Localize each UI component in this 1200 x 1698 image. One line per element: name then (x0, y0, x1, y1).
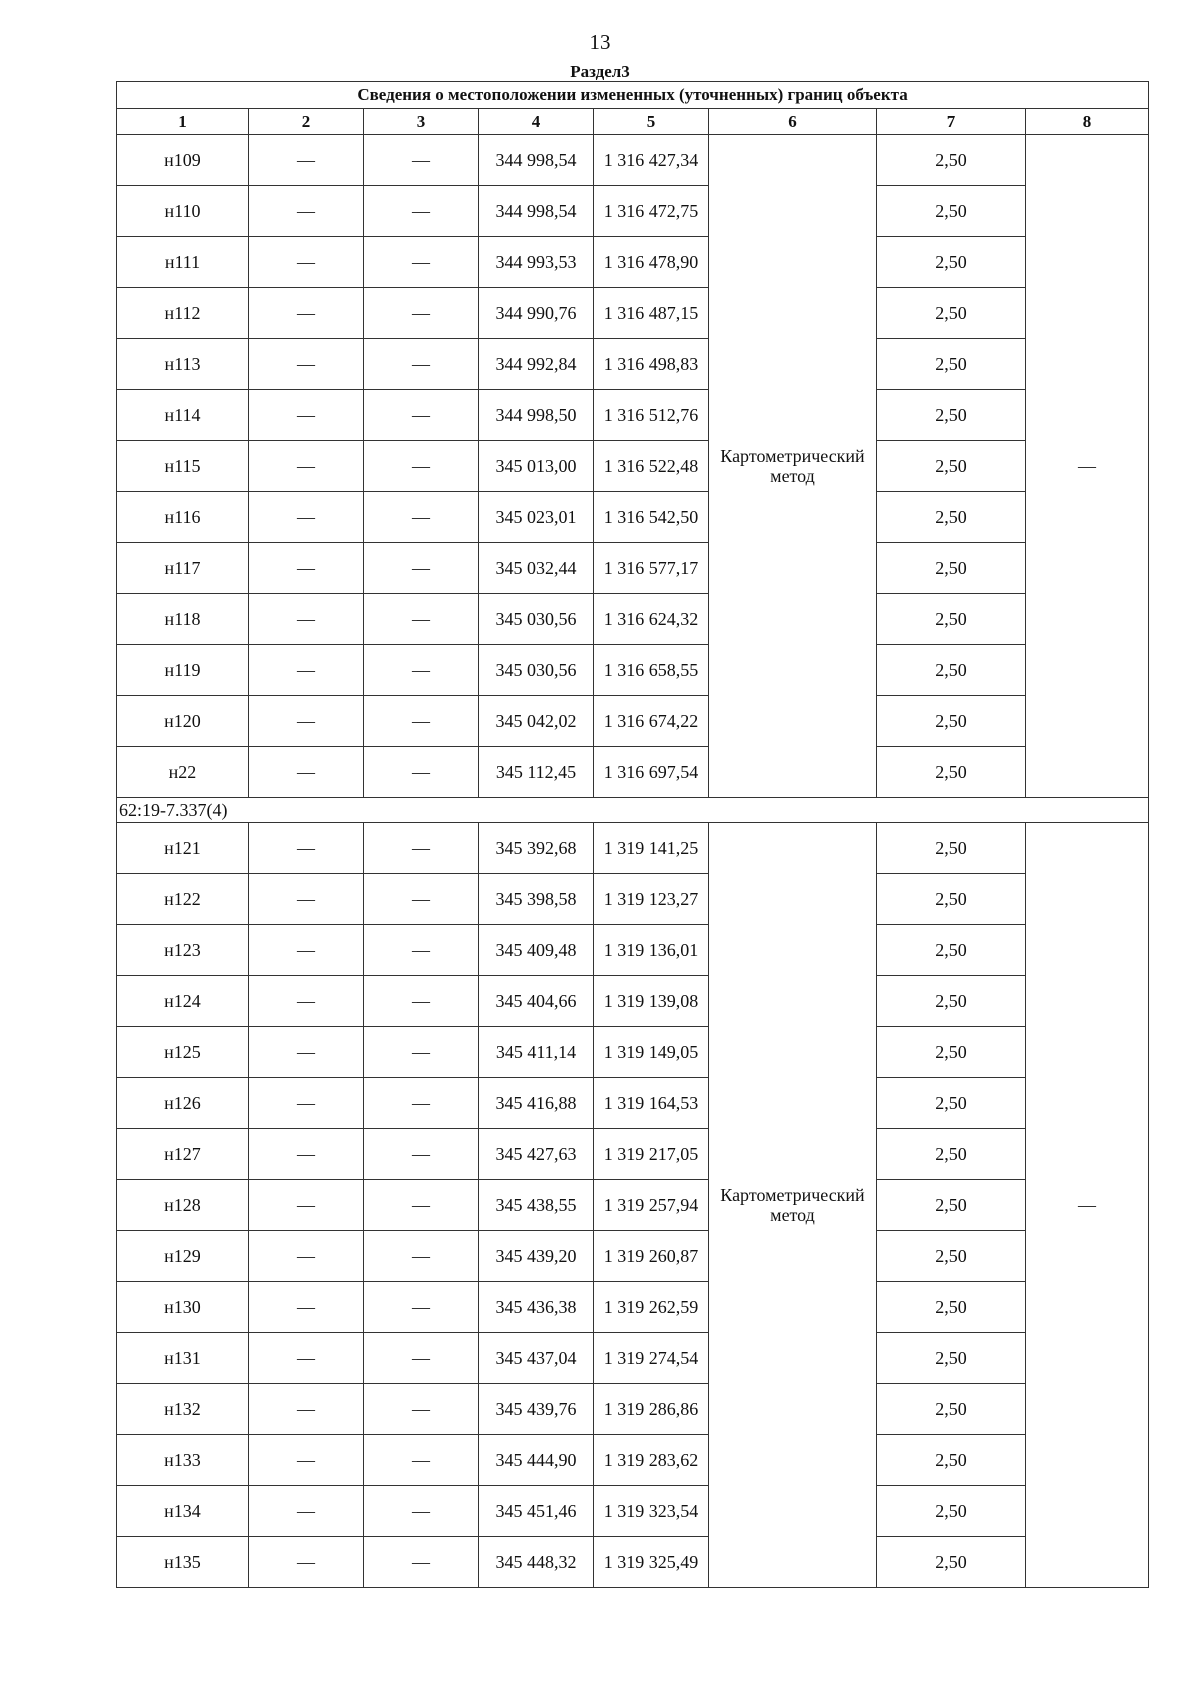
accuracy-cell: 2,50 (877, 1129, 1026, 1180)
column-3-cell: — (364, 1180, 479, 1231)
column-3-cell: — (364, 976, 479, 1027)
y-coordinate-cell: 1 319 149,05 (594, 1027, 709, 1078)
column-3-cell: — (364, 747, 479, 798)
boundary-coordinates-table (116, 81, 1149, 1588)
x-coordinate-cell: 345 112,45 (479, 747, 594, 798)
column-2-cell: — (249, 1333, 364, 1384)
column-3-cell: — (364, 1333, 479, 1384)
column-2-cell: — (249, 696, 364, 747)
accuracy-cell: 2,50 (877, 441, 1026, 492)
point-name-cell: н124 (117, 976, 249, 1027)
column-2-cell: — (249, 441, 364, 492)
y-coordinate-cell: 1 319 123,27 (594, 874, 709, 925)
point-name-cell: н114 (117, 390, 249, 441)
accuracy-cell: 2,50 (877, 390, 1026, 441)
column-3-cell: — (364, 135, 479, 186)
column-number-row (117, 109, 1149, 135)
table-row (117, 1384, 1149, 1435)
x-coordinate-cell: 345 030,56 (479, 594, 594, 645)
x-coordinate-cell: 345 448,32 (479, 1537, 594, 1588)
accuracy-cell: 2,50 (877, 543, 1026, 594)
y-coordinate-cell: 1 319 136,01 (594, 925, 709, 976)
column-3-cell: — (364, 1282, 479, 1333)
accuracy-cell: 2,50 (877, 1333, 1026, 1384)
point-name-cell: н115 (117, 441, 249, 492)
column-2-cell: — (249, 339, 364, 390)
x-coordinate-cell: 345 416,88 (479, 1078, 594, 1129)
method-text: Картометрический (720, 446, 865, 466)
column-2-cell: — (249, 1180, 364, 1231)
point-name-cell: н131 (117, 1333, 249, 1384)
y-coordinate-cell: 1 316 487,15 (594, 288, 709, 339)
column-2-cell: — (249, 237, 364, 288)
accuracy-cell: 2,50 (877, 1384, 1026, 1435)
accuracy-cell: 2,50 (877, 696, 1026, 747)
table-row (117, 1537, 1149, 1588)
table-row (117, 874, 1149, 925)
column-3-cell: — (364, 492, 479, 543)
column-3-cell: — (364, 696, 479, 747)
column-number: 5 (594, 109, 709, 135)
x-coordinate-cell: 345 451,46 (479, 1486, 594, 1537)
column-2-cell: — (249, 1129, 364, 1180)
column-2-cell: — (249, 1231, 364, 1282)
y-coordinate-cell: 1 319 325,49 (594, 1537, 709, 1588)
table-row (117, 135, 1149, 186)
column-3-cell: — (364, 874, 479, 925)
y-coordinate-cell: 1 319 283,62 (594, 1435, 709, 1486)
x-coordinate-cell: 345 032,44 (479, 543, 594, 594)
accuracy-cell: 2,50 (877, 288, 1026, 339)
accuracy-cell: 2,50 (877, 976, 1026, 1027)
column-3-cell: — (364, 1537, 479, 1588)
table-row (117, 441, 1149, 492)
accuracy-cell: 2,50 (877, 1180, 1026, 1231)
column-2-cell: — (249, 543, 364, 594)
accuracy-cell: 2,50 (877, 135, 1026, 186)
table-row (117, 1231, 1149, 1282)
x-coordinate-cell: 345 436,38 (479, 1282, 594, 1333)
column-3-cell: — (364, 925, 479, 976)
column-2-cell: — (249, 1384, 364, 1435)
column-2-cell: — (249, 1078, 364, 1129)
accuracy-cell: 2,50 (877, 1486, 1026, 1537)
x-coordinate-cell: 344 993,53 (479, 237, 594, 288)
column-2-cell: — (249, 594, 364, 645)
column-3-cell: — (364, 237, 479, 288)
column-2-cell: — (249, 1486, 364, 1537)
y-coordinate-cell: 1 319 164,53 (594, 1078, 709, 1129)
section-title: Раздел3 (570, 62, 630, 81)
point-name-cell: н111 (117, 237, 249, 288)
accuracy-cell: 2,50 (877, 1282, 1026, 1333)
x-coordinate-cell: 344 998,54 (479, 186, 594, 237)
table-row (117, 237, 1149, 288)
column-number: 7 (877, 109, 1026, 135)
column-number: 6 (709, 109, 877, 135)
column-2-cell: — (249, 492, 364, 543)
table-row (117, 925, 1149, 976)
column-2-cell: — (249, 874, 364, 925)
accuracy-cell: 2,50 (877, 339, 1026, 390)
table-row (117, 696, 1149, 747)
table-row (117, 1435, 1149, 1486)
x-coordinate-cell: 345 392,68 (479, 823, 594, 874)
y-coordinate-cell: 1 316 624,32 (594, 594, 709, 645)
table-row (117, 186, 1149, 237)
y-coordinate-cell: 1 319 257,94 (594, 1180, 709, 1231)
column-2-cell: — (249, 1537, 364, 1588)
point-name-cell: н130 (117, 1282, 249, 1333)
x-coordinate-cell: 345 444,90 (479, 1435, 594, 1486)
column-2-cell: — (249, 645, 364, 696)
x-coordinate-cell: 345 030,56 (479, 645, 594, 696)
column-number: 8 (1026, 109, 1149, 135)
accuracy-cell: 2,50 (877, 874, 1026, 925)
accuracy-cell: 2,50 (877, 237, 1026, 288)
column-8-cell: — (1026, 823, 1149, 1588)
parcel-group-row (117, 798, 1149, 823)
column-2-cell: — (249, 288, 364, 339)
column-2-cell: — (249, 925, 364, 976)
column-3-cell: — (364, 288, 479, 339)
x-coordinate-cell: 344 990,76 (479, 288, 594, 339)
point-name-cell: н129 (117, 1231, 249, 1282)
y-coordinate-cell: 1 316 674,22 (594, 696, 709, 747)
y-coordinate-cell: 1 319 139,08 (594, 976, 709, 1027)
column-number: 3 (364, 109, 479, 135)
point-name-cell: н125 (117, 1027, 249, 1078)
column-2-cell: — (249, 1435, 364, 1486)
point-name-cell: н116 (117, 492, 249, 543)
accuracy-cell: 2,50 (877, 1537, 1026, 1588)
y-coordinate-cell: 1 316 577,17 (594, 543, 709, 594)
table-row (117, 747, 1149, 798)
point-name-cell: н109 (117, 135, 249, 186)
point-name-cell: н112 (117, 288, 249, 339)
table-row (117, 1129, 1149, 1180)
table-row (117, 390, 1149, 441)
column-3-cell: — (364, 1486, 479, 1537)
table-row (117, 339, 1149, 390)
x-coordinate-cell: 345 438,55 (479, 1180, 594, 1231)
accuracy-cell: 2,50 (877, 645, 1026, 696)
x-coordinate-cell: 345 409,48 (479, 925, 594, 976)
y-coordinate-cell: 1 316 478,90 (594, 237, 709, 288)
column-3-cell: — (364, 390, 479, 441)
table-row (117, 1333, 1149, 1384)
accuracy-cell: 2,50 (877, 1078, 1026, 1129)
column-2-cell: — (249, 1282, 364, 1333)
point-name-cell: н133 (117, 1435, 249, 1486)
column-2-cell: — (249, 976, 364, 1027)
y-coordinate-cell: 1 319 286,86 (594, 1384, 709, 1435)
point-name-cell: н132 (117, 1384, 249, 1435)
accuracy-cell: 2,50 (877, 1027, 1026, 1078)
table-row (117, 492, 1149, 543)
point-name-cell: н126 (117, 1078, 249, 1129)
column-3-cell: — (364, 645, 479, 696)
column-3-cell: — (364, 1435, 479, 1486)
column-3-cell: — (364, 1078, 479, 1129)
table-row (117, 543, 1149, 594)
table-row (117, 1282, 1149, 1333)
table-row (117, 594, 1149, 645)
y-coordinate-cell: 1 316 542,50 (594, 492, 709, 543)
column-3-cell: — (364, 339, 479, 390)
accuracy-cell: 2,50 (877, 747, 1026, 798)
column-3-cell: — (364, 1129, 479, 1180)
column-3-cell: — (364, 1027, 479, 1078)
column-number: 1 (117, 109, 249, 135)
y-coordinate-cell: 1 316 658,55 (594, 645, 709, 696)
table-row (117, 288, 1149, 339)
y-coordinate-cell: 1 316 697,54 (594, 747, 709, 798)
accuracy-cell: 2,50 (877, 1231, 1026, 1282)
table-row (117, 1486, 1149, 1537)
point-name-cell: н135 (117, 1537, 249, 1588)
x-coordinate-cell: 345 023,01 (479, 492, 594, 543)
x-coordinate-cell: 344 998,54 (479, 135, 594, 186)
column-2-cell: — (249, 747, 364, 798)
column-2-cell: — (249, 390, 364, 441)
accuracy-cell: 2,50 (877, 1435, 1026, 1486)
table-caption-row (117, 82, 1149, 109)
point-name-cell: н123 (117, 925, 249, 976)
column-3-cell: — (364, 823, 479, 874)
x-coordinate-cell: 345 042,02 (479, 696, 594, 747)
table-body (117, 135, 1149, 1588)
point-name-cell: н117 (117, 543, 249, 594)
accuracy-cell: 2,50 (877, 186, 1026, 237)
method-cell (709, 823, 877, 1588)
method-cell (709, 135, 877, 798)
method-text: метод (770, 1205, 815, 1225)
table-row (117, 1027, 1149, 1078)
point-name-cell: н118 (117, 594, 249, 645)
point-name-cell: н119 (117, 645, 249, 696)
x-coordinate-cell: 345 411,14 (479, 1027, 594, 1078)
column-8-cell: — (1026, 135, 1149, 798)
accuracy-cell: 2,50 (877, 492, 1026, 543)
column-3-cell: — (364, 186, 479, 237)
accuracy-cell: 2,50 (877, 823, 1026, 874)
point-name-cell: н22 (117, 747, 249, 798)
x-coordinate-cell: 345 439,76 (479, 1384, 594, 1435)
point-name-cell: н121 (117, 823, 249, 874)
x-coordinate-cell: 344 998,50 (479, 390, 594, 441)
y-coordinate-cell: 1 319 262,59 (594, 1282, 709, 1333)
y-coordinate-cell: 1 316 427,34 (594, 135, 709, 186)
column-number: 4 (479, 109, 594, 135)
y-coordinate-cell: 1 319 260,87 (594, 1231, 709, 1282)
x-coordinate-cell: 345 398,58 (479, 874, 594, 925)
table-row (117, 1078, 1149, 1129)
y-coordinate-cell: 1 316 512,76 (594, 390, 709, 441)
table-caption: Сведения о местоположении измененных (уточненных) границ объекта (117, 82, 1149, 109)
point-name-cell: н122 (117, 874, 249, 925)
x-coordinate-cell: 344 992,84 (479, 339, 594, 390)
accuracy-cell: 2,50 (877, 925, 1026, 976)
point-name-cell: н128 (117, 1180, 249, 1231)
table-row (117, 645, 1149, 696)
y-coordinate-cell: 1 319 217,05 (594, 1129, 709, 1180)
y-coordinate-cell: 1 319 323,54 (594, 1486, 709, 1537)
x-coordinate-cell: 345 439,20 (479, 1231, 594, 1282)
column-2-cell: — (249, 823, 364, 874)
x-coordinate-cell: 345 013,00 (479, 441, 594, 492)
column-3-cell: — (364, 1231, 479, 1282)
table-row (117, 823, 1149, 874)
parcel-number: 62:19-7.337(4) (117, 798, 1149, 823)
column-3-cell: — (364, 1384, 479, 1435)
column-2-cell: — (249, 1027, 364, 1078)
column-3-cell: — (364, 543, 479, 594)
x-coordinate-cell: 345 427,63 (479, 1129, 594, 1180)
column-3-cell: — (364, 594, 479, 645)
column-number: 2 (249, 109, 364, 135)
column-3-cell: — (364, 441, 479, 492)
point-name-cell: н113 (117, 339, 249, 390)
table-row (117, 1180, 1149, 1231)
y-coordinate-cell: 1 316 522,48 (594, 441, 709, 492)
table-row (117, 976, 1149, 1027)
method-text: метод (770, 466, 815, 486)
point-name-cell: н134 (117, 1486, 249, 1537)
y-coordinate-cell: 1 316 472,75 (594, 186, 709, 237)
x-coordinate-cell: 345 437,04 (479, 1333, 594, 1384)
point-name-cell: н110 (117, 186, 249, 237)
column-2-cell: — (249, 186, 364, 237)
y-coordinate-cell: 1 319 141,25 (594, 823, 709, 874)
point-name-cell: н127 (117, 1129, 249, 1180)
method-text: Картометрический (720, 1185, 865, 1205)
point-name-cell: н120 (117, 696, 249, 747)
page-number: 13 (589, 30, 611, 54)
y-coordinate-cell: 1 319 274,54 (594, 1333, 709, 1384)
accuracy-cell: 2,50 (877, 594, 1026, 645)
y-coordinate-cell: 1 316 498,83 (594, 339, 709, 390)
x-coordinate-cell: 345 404,66 (479, 976, 594, 1027)
column-2-cell: — (249, 135, 364, 186)
